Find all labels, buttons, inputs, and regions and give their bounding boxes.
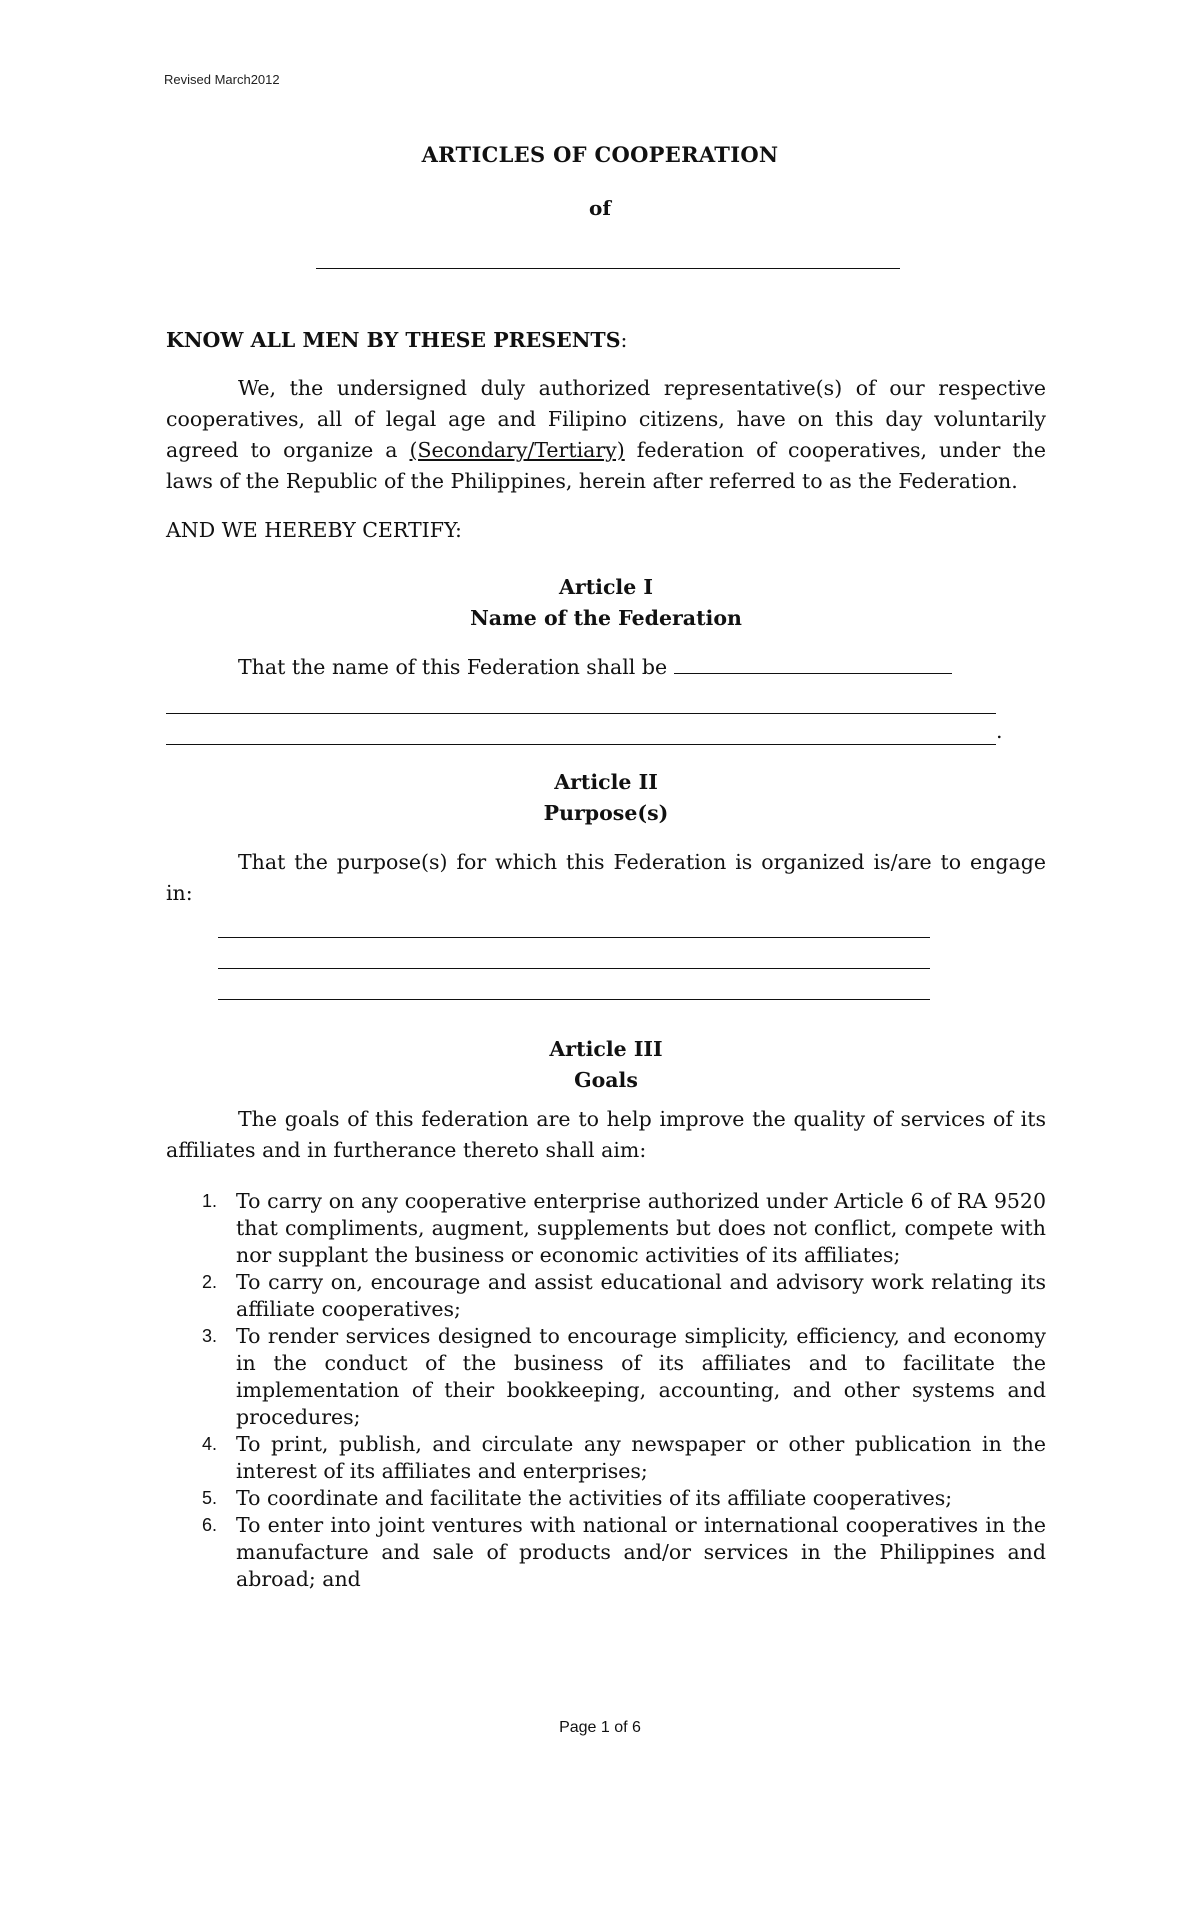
list-item	[166, 1269, 1046, 1323]
document-subtitle: of	[589, 196, 611, 220]
purpose-blank-line	[218, 938, 930, 969]
name-end-period: .	[996, 719, 1003, 743]
goals-list	[166, 1188, 1046, 1593]
intro-text-before: We, the undersigned duly authorized representative(s) of our respective cooperatives, all of legal age and Filipino citizens, have on this day voluntarily agreed to organize a	[166, 376, 1046, 462]
list-item	[166, 1512, 1046, 1593]
list-item	[166, 1485, 1046, 1512]
intro-paragraph	[166, 373, 1046, 497]
article-2-number: Article II	[554, 770, 658, 794]
list-item-text: To carry on, encourage and assist educational and advisory work relating its affiliate cooperatives;	[236, 1270, 1046, 1321]
list-item-number: 1.	[202, 1191, 218, 1211]
list-item-text: To enter into joint ventures with national or international cooperatives in the manufacture and sale of products and/or services in the Philippines and abroad; and	[236, 1513, 1046, 1591]
intro-text-after: federation of cooperatives, under the laws of the Republic of the Philippines, herein after referred to as the Federation.	[166, 438, 1047, 493]
article-1-text: That the name of this Federation shall be	[238, 655, 668, 679]
article-3-number: Article III	[549, 1037, 663, 1061]
know-all-colon: :	[620, 328, 628, 352]
list-item	[166, 1431, 1046, 1485]
list-item-text: To carry on any cooperative enterprise authorized under Article 6 of RA 9520 that compliments, augment, supplements but does not conflict, compete with nor supplant the business or economic activities of its affiliates;	[236, 1189, 1046, 1267]
list-item	[166, 1188, 1046, 1269]
list-item-text: To coordinate and facilitate the activities of its affiliate cooperatives;	[236, 1486, 953, 1510]
list-item-number: 5.	[202, 1488, 218, 1508]
list-item-text: To render services designed to encourage simplicity, efficiency, and economy in the conduct of the business of its affiliates and to facilitate the implementation of their bookkeeping, accounting, and other systems and procedures;	[236, 1324, 1046, 1429]
name-blank-row-2-wrap	[166, 714, 1046, 745]
list-item-number: 2.	[202, 1272, 218, 1292]
name-blank-row-1	[166, 683, 996, 714]
list-item-number: 3.	[202, 1326, 218, 1346]
know-all-text: KNOW ALL MEN BY THESE PRESENTS	[166, 328, 621, 352]
article-3-heading: Goals	[574, 1068, 638, 1092]
federation-type: (Secondary/Tertiary)	[409, 438, 625, 462]
name-blank-line	[674, 653, 952, 674]
purpose-blank-lines	[218, 907, 930, 1000]
document-title: ARTICLES OF COOPERATION	[421, 142, 779, 167]
purpose-blank-line	[218, 907, 930, 938]
list-item-number: 6.	[202, 1515, 218, 1535]
revision-note: Revised March2012	[164, 72, 280, 87]
list-item-text: To print, publish, and circulate any newspaper or other publication in the interest of its affiliates and enterprises;	[236, 1432, 1046, 1483]
page-footer: Page 1 of 6	[559, 1719, 641, 1736]
document-body	[166, 325, 1046, 1593]
know-all-heading	[166, 325, 1046, 356]
article-2-paragraph: That the purpose(s) for which this Federation is organized is/are to engage in:	[166, 850, 1046, 905]
federation-name-blank	[316, 268, 900, 269]
list-item-number: 4.	[202, 1434, 218, 1454]
article-2-heading: Purpose(s)	[543, 801, 669, 825]
article-1-number: Article I	[558, 575, 653, 599]
list-item	[166, 1323, 1046, 1431]
purpose-blank-line	[218, 969, 930, 1000]
article-3-paragraph: The goals of this federation are to help improve the quality of services of its affiliates and in furtherance thereto shall aim:	[166, 1107, 1046, 1162]
certify-line: AND WE HEREBY CERTIFY:	[166, 518, 462, 542]
article-1-heading: Name of the Federation	[470, 606, 742, 630]
name-blank-row-2	[166, 714, 996, 745]
article-1-paragraph	[166, 652, 1046, 683]
